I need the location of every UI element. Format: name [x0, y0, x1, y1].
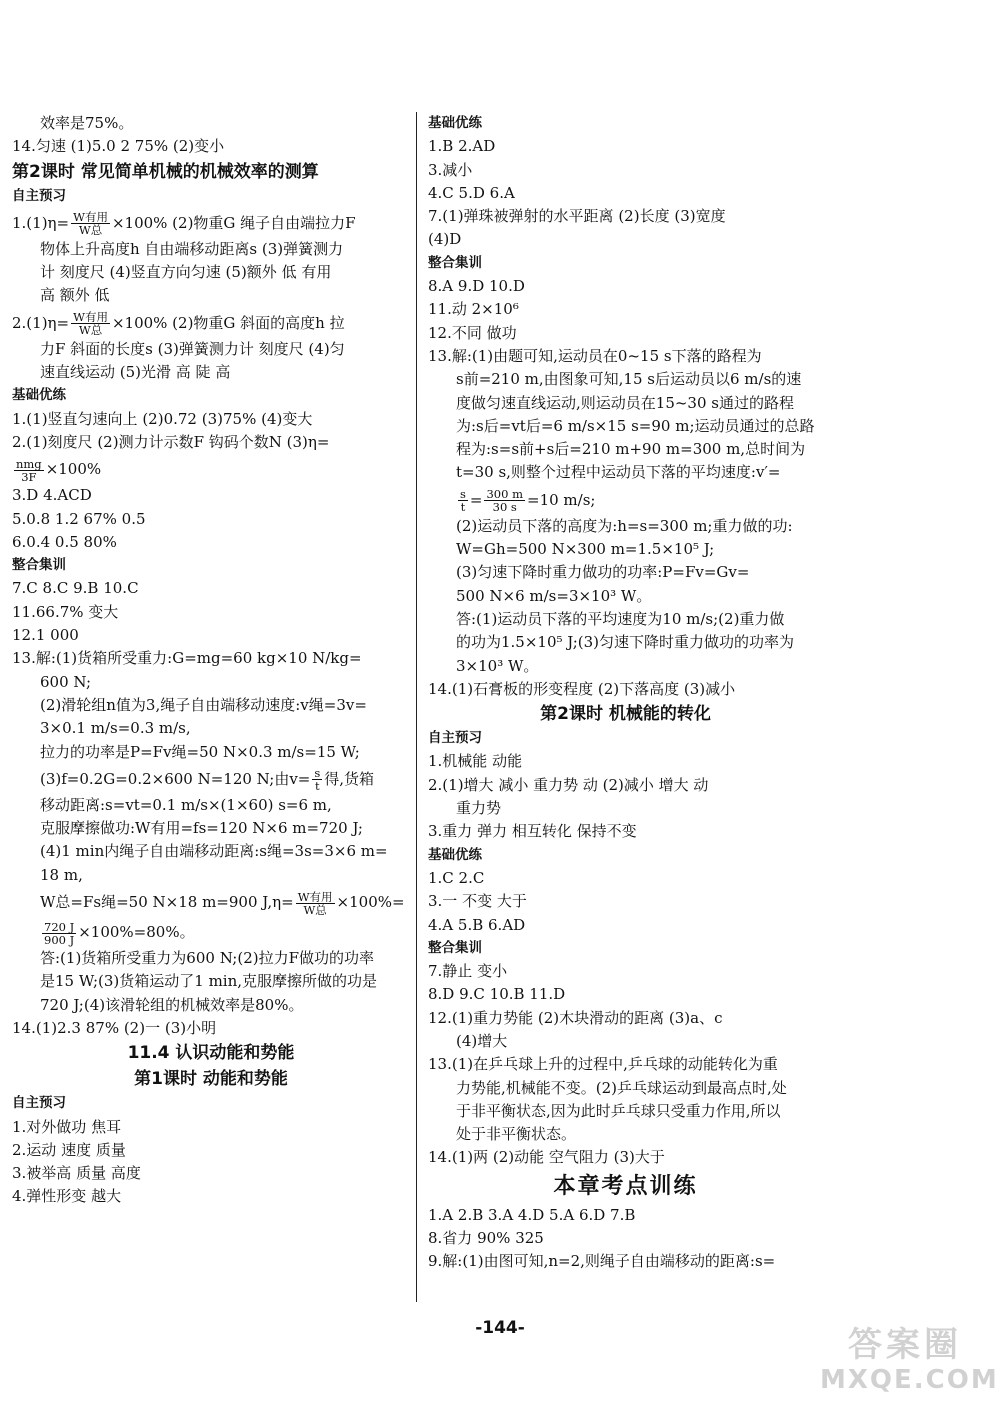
answer-line: 移动距离:s=vt=0.1 m/s×(1×60) s=6 m, — [40, 795, 332, 814]
answer-line: (3)匀速下降时重力做功的功率:P=Fv=Gv= — [456, 563, 750, 582]
answer-line: 4.A 5.B 6.AD — [428, 915, 526, 934]
answer-line: 度做匀速直线运动,则运动员在15~30 s通过的路程 — [456, 393, 794, 412]
answer-line: 于非平衡状态,因为此时乒乓球只受重力作用,所以 — [456, 1101, 781, 1120]
answer-line: (4)D — [428, 230, 462, 249]
answer-line: 13.(1)在乒乓球上升的过程中,乒乓球的动能转化为重 — [428, 1055, 778, 1074]
answer-line: 11.66.7% 变大 — [12, 602, 119, 621]
fraction-numerator: W有用 — [297, 889, 333, 904]
answer-line-formula — [12, 454, 410, 484]
answer-line: 14.匀速 (1)5.0 2 75% (2)变小 — [12, 137, 225, 156]
lesson-heading: 第2课时 机械能的转化 — [540, 704, 711, 725]
answer-line: 13.解:(1)由题可知,运动员在0~15 s下落的路程为 — [428, 346, 762, 365]
answer-line: 4.弹性形变 越大 — [12, 1187, 122, 1206]
fraction-denominator: 30 s — [492, 500, 517, 515]
answer-line: 为:s后=vt后=6 m/s×15 s=90 m;运动员通过的总路 — [456, 416, 815, 435]
formula-suffix: ×100% (2)物重G 斜面的高度h 拉 — [111, 313, 345, 332]
formula-suffix: ×100%= — [336, 893, 405, 912]
formula-prefix: W总=Fs绳=50 N×18 m=900 J,η= — [40, 893, 294, 912]
answer-line: 12.1 000 — [12, 626, 79, 645]
watermark-logo — [820, 1325, 999, 1403]
answer-line: (2)滑轮组n值为3,绳子自由端移动速度:v绳=3v= — [40, 695, 367, 714]
answer-line: 程为:s=s前+s后=210 m+90 m=300 m,总时间为 — [456, 440, 806, 459]
answer-line-formula — [428, 485, 823, 515]
answer-line: 3.D 4.ACD — [12, 486, 92, 505]
section-label: 整合集训 — [428, 254, 482, 271]
column-divider — [416, 112, 417, 1302]
answer-line: 8.A 9.D 10.D — [428, 277, 525, 296]
answer-line: 12.不同 做功 — [428, 323, 517, 342]
answer-line: 物体上升高度h 自由端移动距离s (3)弹簧测力 — [40, 239, 344, 258]
lesson-heading: 第1课时 动能和势能 — [134, 1069, 288, 1090]
answer-line: 3×10³ W。 — [456, 656, 539, 675]
section-label: 自主预习 — [12, 1095, 66, 1112]
answer-line: 答:(1)货箱所受重力为600 N;(2)拉力F做功的功率 — [40, 949, 375, 968]
fraction — [42, 921, 76, 946]
formula-suffix: = — [469, 490, 483, 509]
answer-line: 6.0.4 0.5 80% — [12, 532, 117, 551]
fraction — [458, 488, 468, 513]
answer-line: 效率是75%。 — [40, 114, 134, 132]
answer-line: 4.C 5.D 6.A — [428, 183, 515, 202]
answer-line: 克服摩擦做功:W有用=fs=120 N×6 m=720 J; — [40, 819, 363, 838]
answer-line: 2.运动 速度 质量 — [12, 1140, 126, 1159]
answer-line: 7.静止 变小 — [428, 962, 508, 981]
answer-line: 2.(1)增大 减小 重力势 动 (2)减小 增大 动 — [428, 775, 709, 794]
answer-line: 500 N×6 m/s=3×10³ W。 — [456, 586, 652, 605]
answer-line: 高 额外 低 — [40, 286, 110, 305]
answer-line: 重力势 — [456, 799, 502, 818]
answer-line: 1.对外做功 焦耳 — [12, 1117, 122, 1136]
formula-prefix: 2.(1)η= — [12, 313, 70, 332]
fraction-denominator: W总 — [78, 323, 103, 338]
answer-line: 12.(1)重力势能 (2)木块滑动的距离 (3)a、c — [428, 1008, 723, 1027]
section-label: 整合集训 — [12, 557, 66, 574]
fraction-numerator: 300 m — [486, 487, 523, 502]
watermark-text: 答案圈 — [848, 1325, 962, 1365]
formula-suffix: ×100% — [45, 460, 102, 479]
formula-suffix: ×100%=80%。 — [78, 923, 195, 942]
page-number: -144- — [475, 1318, 525, 1338]
answer-line: 14.(1)两 (2)动能 空气阻力 (3)大于 — [428, 1148, 665, 1167]
fraction-denominator: t — [315, 779, 320, 794]
answer-line: 9.解:(1)由图可知,n=2,则绳子自由端移动的距离:s= — [428, 1252, 776, 1271]
answer-line: (2)运动员下落的高度为:h=s=300 m;重力做的功: — [456, 516, 793, 535]
answer-line-formula — [12, 917, 410, 947]
fraction-denominator: W总 — [303, 902, 327, 917]
fraction — [296, 891, 335, 916]
formula-prefix: (3)f=0.2G=0.2×600 N=120 N;由v= — [40, 769, 311, 788]
formula-suffix: ×100% (2)物重G 绳子自由端拉力F — [111, 213, 356, 232]
answer-line: 处于非平衡状态。 — [456, 1125, 577, 1144]
answer-line: 3.被举高 质量 高度 — [12, 1164, 141, 1183]
answer-line: 3.减小 — [428, 160, 473, 179]
formula-suffix: =10 m/s; — [527, 490, 596, 509]
answer-line: 3.重力 弹力 相互转化 保持不变 — [428, 822, 637, 841]
section-label: 自主预习 — [12, 187, 66, 204]
answer-line: 1.C 2.C — [428, 868, 485, 887]
fraction-numerator: 720 J — [44, 919, 75, 934]
fraction-denominator: 3F — [21, 469, 37, 484]
answer-line: 13.解:(1)货箱所受重力:G=mg=60 kg×10 N/kg= — [12, 649, 362, 668]
formula-prefix: 1.(1)η= — [12, 213, 70, 232]
section-label: 基础优练 — [428, 115, 482, 131]
fraction-numerator: s — [460, 487, 466, 502]
answer-line: 速直线运动 (5)光滑 高 陡 高 — [40, 363, 231, 382]
answer-line: 11.动 2×10⁶ — [428, 300, 519, 319]
fraction — [71, 211, 110, 236]
answer-line: 2.(1)刻度尺 (2)测力计示数F 钩码个数N (3)η= — [12, 432, 330, 451]
section-label: 基础优练 — [428, 846, 482, 863]
chapter-heading: 本章考点训练 — [553, 1173, 698, 1199]
section-label: 整合集训 — [428, 939, 482, 956]
answer-line: 力F 斜面的长度s (3)弹簧测力计 刻度尺 (4)匀 — [40, 339, 345, 358]
answer-line: 720 J;(4)该滑轮组的机械效率是80%。 — [40, 995, 304, 1014]
lesson-heading: 11.4 认识动能和势能 — [127, 1043, 295, 1064]
answer-line: 8.省力 90% 325 — [428, 1229, 544, 1248]
fraction — [14, 458, 44, 483]
answer-line-formula — [12, 764, 410, 794]
fraction — [484, 488, 525, 513]
answer-line: W=Gh=500 N×300 m=1.5×10⁵ J; — [456, 540, 715, 559]
answer-line: 18 m, — [40, 865, 83, 884]
answer-line-formula — [12, 887, 410, 917]
fraction-denominator: 900 J — [44, 932, 75, 947]
section-label: 基础优练 — [12, 387, 66, 404]
fraction-numerator: W有用 — [73, 210, 108, 225]
fraction-denominator: W总 — [78, 223, 103, 238]
answer-line: (4)增大 — [456, 1031, 508, 1050]
answer-line: 7.C 8.C 9.B 10.C — [12, 579, 139, 598]
answer-line: 1.B 2.AD — [428, 137, 496, 156]
answer-line: 力势能,机械能不变。(2)乒乓球运动到最高点时,处 — [456, 1078, 787, 1097]
answer-line: 是15 W;(3)货箱运动了1 min,克服摩擦所做的功是 — [40, 972, 378, 991]
fraction-numerator: nmg — [16, 456, 42, 471]
fraction-denominator: t — [460, 500, 466, 515]
section-label: 自主预习 — [428, 730, 482, 747]
fraction-numerator: W有用 — [73, 310, 108, 325]
left-column — [12, 112, 410, 1209]
lesson-heading: 第2课时 常见简单机械的机械效率的测算 — [12, 161, 319, 182]
answer-line: 14.(1)石膏板的形变程度 (2)下落高度 (3)减小 — [428, 679, 736, 698]
formula-suffix: 得,货箱 — [324, 769, 375, 788]
right-column — [428, 112, 823, 1274]
answer-line: 5.0.8 1.2 67% 0.5 — [12, 509, 146, 528]
answer-line: 8.D 9.C 10.B 11.D — [428, 985, 566, 1004]
answer-line: 14.(1)2.3 87% (2)一 (3)小明 — [12, 1018, 217, 1037]
answer-line: t=30 s,则整个过程中运动员下落的平均速度:v′= — [456, 463, 781, 482]
answer-line: 的功为1.5×10⁵ J;(3)匀速下降时重力做功的功率为 — [456, 633, 794, 652]
answer-line: 3×0.1 m/s=0.3 m/s, — [40, 719, 191, 738]
fraction — [312, 767, 322, 792]
answer-line: (4)1 min内绳子自由端移动距离:s绳=3s=3×6 m= — [40, 842, 388, 861]
fraction-numerator: s — [314, 766, 321, 781]
answer-line: 答:(1)运动员下落的平均速度为10 m/s;(2)重力做 — [456, 609, 785, 628]
answer-line: 1.机械能 动能 — [428, 752, 523, 771]
answer-line: 拉力的功率是P=Fv绳=50 N×0.3 m/s=15 W; — [40, 742, 360, 761]
answer-line: 600 N; — [40, 672, 92, 691]
answer-line: 1.(1)竖直匀速向上 (2)0.72 (3)75% (4)变大 — [12, 409, 313, 428]
answer-line: 7.(1)弹珠被弹射的水平距离 (2)长度 (3)宽度 — [428, 207, 726, 226]
answer-line: s前=210 m,由图象可知,15 s后运动员以6 m/s的速 — [456, 370, 802, 389]
answer-line: 3.一 不变 大于 — [428, 892, 527, 911]
watermark-url: MXQE.COM — [820, 1365, 999, 1395]
answer-line: 计 刻度尺 (4)竖直方向匀速 (5)额外 低 有用 — [40, 263, 332, 282]
answer-line-formula — [12, 308, 410, 338]
fraction — [71, 311, 110, 336]
answer-line: 1.A 2.B 3.A 4.D 5.A 6.D 7.B — [428, 1205, 636, 1224]
answer-line-formula — [12, 208, 410, 238]
